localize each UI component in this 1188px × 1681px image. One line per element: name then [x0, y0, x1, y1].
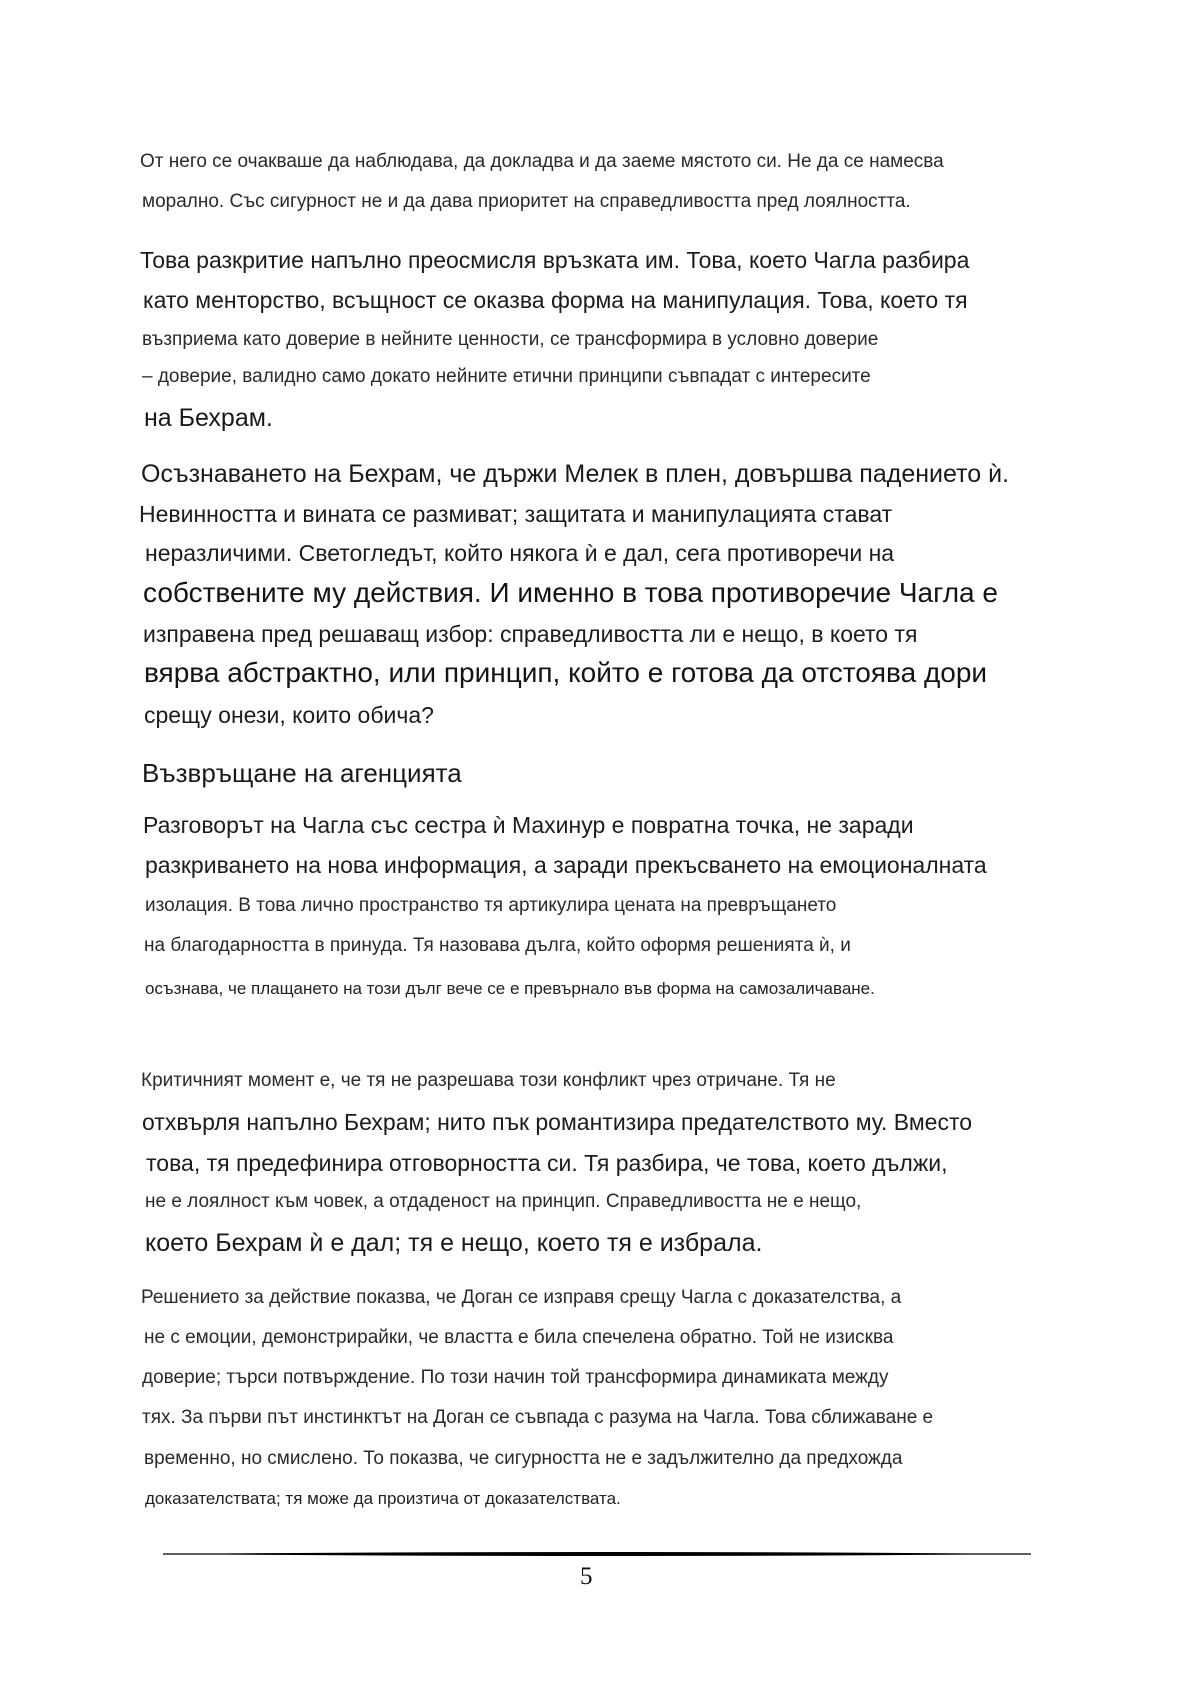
text-line: възприема като доверие в нейните ценности, се трансформира в условно доверие: [142, 329, 879, 350]
text-line: доказателствата; тя може да произтича от доказателствата.: [145, 1489, 621, 1508]
footer-divider: [163, 1551, 1031, 1557]
text-line: От него се очакваше да наблюдава, да докладва и да заеме мястото си. Не да се намесва: [140, 151, 944, 172]
text-line: това, тя предефинира отговорността си. Тя разбира, че това, което дължи,: [146, 1150, 948, 1176]
text-line: като менторство, всъщност се оказва форма на манипулация. Това, което тя: [143, 287, 968, 313]
text-line: морално. Със сигурност не и да дава приоритет на справедливостта пред лоялността.: [142, 191, 911, 212]
page-number: 5: [580, 1563, 593, 1590]
text-line: разкриването на нова информация, а заради прекъсването на емоционалната: [145, 852, 987, 878]
text-line: доверие; търси потвърждение. По този начин той трансформира динамиката между: [142, 1367, 889, 1388]
text-line: вярва абстрактно, или принцип, който е готова да отстоява дори: [144, 657, 988, 688]
text-line: не с емоции, демонстрирайки, че властта е била спечелена обратно. Той не изисква: [144, 1327, 894, 1348]
text-line: неразличими. Светогледът, който някога ѝ е дал, сега противоречи на: [145, 540, 895, 566]
text-line: временно, но смислено. То показва, че сигурността не е задължително да предхожда: [144, 1448, 903, 1469]
text-line: на Бехрам.: [144, 404, 273, 432]
text-line: което Бехрам ѝ е дал; тя е нещо, което тя е избрала.: [145, 1229, 763, 1257]
text-line: Невинността и вината се размиват; защитата и манипулацията стават: [139, 501, 893, 527]
text-line: изолация. В това лично пространство тя артикулира цената на превръщането: [145, 895, 837, 916]
section-heading: Възвръщане на агенцията: [142, 758, 462, 788]
text-line: срещу онези, които обича?: [144, 702, 434, 728]
text-line: тях. За първи път инстинктът на Доган се съвпада с разума на Чагла. Това сближаване е: [142, 1407, 934, 1428]
text-line: Критичният момент е, че тя не разрешава този конфликт чрез отричане. Тя не: [141, 1070, 836, 1091]
text-line: не е лоялност към човек, а отдаденост на принцип. Справедливостта не е нещо,: [145, 1191, 862, 1212]
text-line: осъзнава, че плащането на този дълг вече се е превърнало във форма на самозаличаване.: [145, 979, 875, 998]
text-line: изправена пред решаващ избор: справедливостта ли е нещо, в което тя: [143, 621, 918, 647]
text-line: отхвърля напълно Бехрам; нито пък романтизира предателството му. Вместо: [142, 1109, 973, 1135]
text-line: Решението за действие показва, че Доган се изправя срещу Чагла с доказателства, а: [141, 1287, 902, 1308]
text-line: Осъзнаването на Бехрам, че държи Мелек в плен, довършва падението ѝ.: [141, 460, 1010, 488]
text-line: Разговорът на Чагла със сестра ѝ Махинур е повратна точка, не заради: [143, 812, 914, 838]
text-line: на благодарността в принуда. Тя назовава дълга, който оформя решенията ѝ, и: [144, 935, 851, 956]
text-line: собствените му действия. И именно в това противоречие Чагла е: [143, 577, 998, 608]
text-line: – доверие, валидно само докато нейните етични принципи съвпадат с интересите: [142, 366, 871, 387]
text-line: Това разкритие напълно преосмисля връзката им. Това, което Чагла разбира: [140, 247, 970, 273]
